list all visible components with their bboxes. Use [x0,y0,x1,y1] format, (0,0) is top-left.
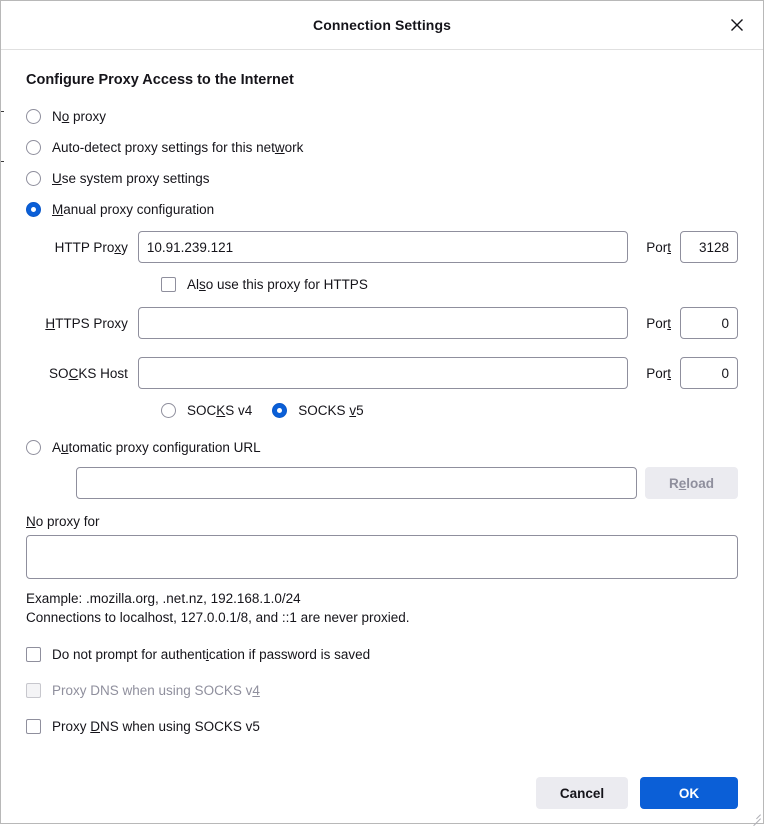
no-auth-prompt-row[interactable] [26,639,738,669]
note-line: Connections to localhost, 127.0.0.1/8, and ::1 are never proxied. [26,610,410,625]
also-use-for-https-row[interactable] [26,269,738,299]
http-proxy-row [26,229,738,265]
radio-socks-v4[interactable] [161,396,252,424]
close-icon[interactable] [721,9,753,41]
ok-button[interactable]: OK [640,777,738,809]
socks-version-group [26,395,738,425]
proxy-dns-socks4-checkbox [26,683,41,698]
proxy-dns-socks4-label: Proxy DNS when using SOCKS v4 [52,682,260,698]
page-title: Configure Proxy Access to the Internet [26,72,294,88]
radio-socks-v5[interactable] [272,396,363,424]
http-port-input[interactable] [680,231,738,263]
radio-indicator [26,171,41,186]
socks-host-label: SOCKS Host [49,365,128,381]
no-proxy-hints [26,589,738,627]
radio-socks-v5-label: SOCKS v5 [298,402,364,418]
pac-url-row [26,464,738,502]
socks-host-input[interactable] [138,357,629,389]
dialog-footer [1,763,763,823]
proxy-dns-socks5-checkbox[interactable] [26,719,41,734]
radio-no-proxy-label: No proxy [52,108,107,124]
bottom-checkbox-group [26,639,738,741]
radio-indicator [26,140,41,155]
radio-manual-label: Manual proxy configuration [52,201,215,217]
radio-use-system-label: Use system proxy settings [52,170,210,186]
radio-no-proxy[interactable] [26,102,738,130]
https-port-label: Port [646,315,671,331]
socks-port-input[interactable] [680,357,738,389]
proxy-dns-socks5-row[interactable] [26,711,738,741]
radio-use-system[interactable] [26,164,738,192]
radio-auto-detect[interactable] [26,133,738,161]
radio-indicator [26,440,41,455]
example-line: Example: .mozilla.org, .net.nz, 192.168.1.0/24 [26,591,301,606]
radio-indicator [26,109,41,124]
radio-pac-url-label: Automatic proxy configuration URL [52,439,261,455]
radio-auto-detect-label: Auto-detect proxy settings for this network [52,139,304,155]
manual-proxy-fields [26,229,738,425]
radio-socks-v4-label: SOCKS v4 [187,402,253,418]
no-proxy-for-label: No proxy for [26,514,100,529]
also-use-for-https-checkbox[interactable] [161,277,176,292]
https-proxy-label: HTTPS Proxy [45,315,128,331]
resize-grip[interactable] [749,809,761,821]
radio-pac-url[interactable] [26,433,738,461]
no-auth-prompt-label: Do not prompt for authentication if password is saved [52,646,371,662]
also-use-for-https-label: Also use this proxy for HTTPS [187,276,368,292]
reload-button[interactable]: R e load [645,467,738,499]
cancel-button[interactable]: Cancel [536,777,628,809]
http-port-label: Port [646,239,671,255]
radio-indicator [161,403,176,418]
no-auth-prompt-checkbox[interactable] [26,647,41,662]
https-proxy-input[interactable] [138,307,629,339]
dialog-title: Connection Settings [312,17,451,33]
http-proxy-label: HTTP Proxy [54,239,128,255]
https-port-input[interactable] [680,307,738,339]
dialog-content [1,50,763,823]
pac-url-input[interactable] [76,467,637,499]
radio-manual[interactable] [26,195,738,223]
dialog-titlebar [1,1,763,50]
https-proxy-row [26,305,738,341]
socks-port-label: Port [646,365,671,381]
proxy-dns-socks5-label: Proxy DNS when using SOCKS v5 [52,718,260,734]
proxy-dns-socks4-row [26,675,738,705]
no-proxy-for-textarea[interactable] [26,535,738,579]
http-proxy-input[interactable] [138,231,629,263]
socks-host-row [26,355,738,391]
radio-indicator [272,403,287,418]
radio-indicator [26,202,41,217]
